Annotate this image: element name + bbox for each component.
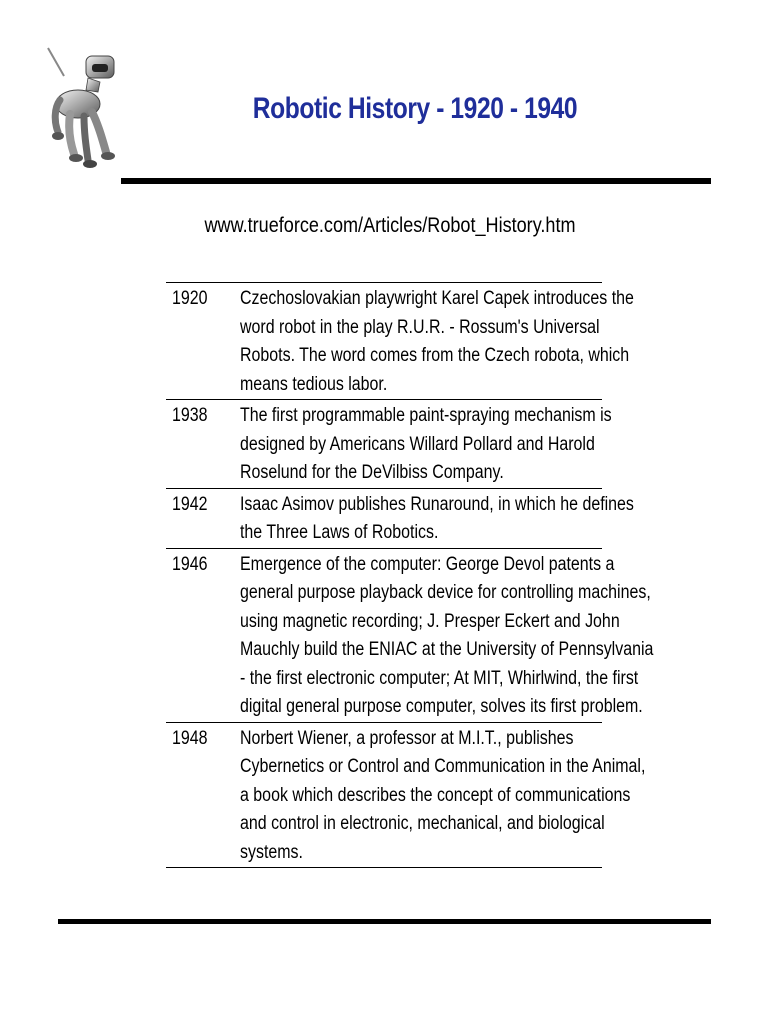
timeline-year: 1942 — [172, 493, 208, 515]
bottom-divider — [58, 919, 711, 924]
top-divider — [121, 178, 711, 184]
timeline-row — [166, 399, 612, 488]
timeline-description: Isaac Asimov publishes Runaround, in which he defines the Three Laws of Robotics. — [240, 493, 634, 543]
timeline-row — [166, 722, 646, 869]
timeline-table — [166, 282, 654, 868]
timeline-description: Norbert Wiener, a professor at M.I.T., publishes Cybernetics or Control and Communication in the Animal, a book which describes the concept of communications and control in electronic, mechanical, and biological systems. — [240, 727, 646, 863]
timeline-year: 1946 — [172, 553, 208, 575]
timeline-description: Czechoslovakian playwright Karel Capek introduces the word robot in the play R.U.R. - Rossum's Universal Robots. The word comes from the Czech robota, which means tedious labor. — [240, 288, 634, 395]
timeline-row — [166, 548, 654, 722]
timeline-year: 1938 — [172, 405, 208, 426]
timeline-row — [166, 488, 634, 548]
source-url: www.trueforce.com/Articles/Robot_History.htm — [204, 214, 576, 237]
timeline-year: 1920 — [172, 288, 208, 309]
robot-dog-icon — [40, 42, 122, 180]
page-title: Robotic History - 1920 - 1940 — [252, 92, 578, 125]
timeline-description: Emergence of the computer: George Devol patents a general purpose playback device for controlling machines, using magnetic recording; J. Presper Eckert and John Mauchly build the ENIAC at the University of Pennsylvania - the first electronic computer; At MIT, Whirlwind, the first digital general purpose computer, solves its first problem. — [240, 553, 654, 717]
timeline-row — [166, 282, 634, 399]
timeline-year: 1948 — [172, 727, 208, 749]
timeline-description: The first programmable paint-spraying mechanism is designed by Americans Willard Pollard and Harold Roselund for the DeVilbiss Company. — [240, 405, 612, 483]
